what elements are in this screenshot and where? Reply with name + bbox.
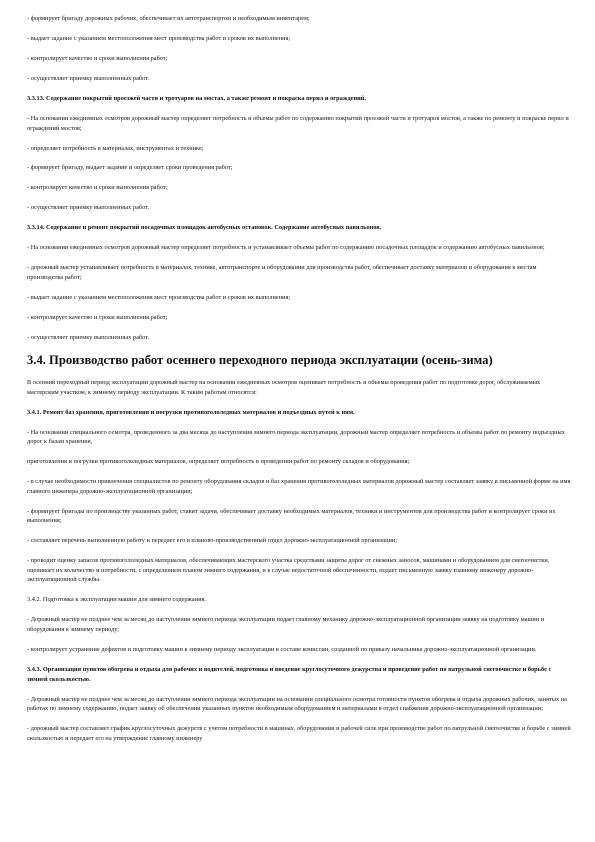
subsection-heading-3-4-1: 3.4.1. Ремонт баз хранения, приготовления и погрузки противогололедных материалов и подъездных путей к ним.: [27, 408, 355, 416]
bullet-paragraph: - осуществляет приемку выполненных работ.: [27, 333, 150, 341]
bullet-paragraph: - контролирует качество и сроки выполнения работ;: [27, 184, 168, 192]
bullet-paragraph: - осуществляет приемку выполненных работ.: [27, 74, 150, 82]
bullet-paragraph: - На основании ежедневных осмотров дорожный мастер определяет потребность и объемы работ по содержанию покрытий проезжей части и тротуаров мостов, а также по ремонту и покраске перил и ограждений мостов;: [27, 114, 569, 132]
subsection-heading-3-3-14: 3.3.14. Содержание и ремонт покрытий посадочных площадок автобусных остановок. Содержание автобусных павильонов.: [27, 224, 382, 232]
bullet-paragraph: - формирует бригаду дорожных рабочих, обеспечивает их автотранспортом и необходимым инвентарем;: [27, 15, 310, 22]
bullet-paragraph: - контролирует качество и сроки выполнения работ;: [27, 54, 168, 62]
bullet-paragraph: - составляет перечень выполненную работу и передает его в планово-производственный отдел дорожно-эксплуатационной организации;: [27, 537, 398, 545]
subsection-heading-3-4-3: 3.4.3. Организация пунктов обогрева и отдыха для рабочих и водителей, подготовка и введение круглосуточного дежурства и проведение работ по патрульной снегоочистке и борьбе с зимней скользкостью.: [27, 665, 552, 683]
bullet-paragraph: - определяет потребность в материалах, инструментах и технике;: [27, 144, 204, 152]
bullet-paragraph: - контролирует устранение дефектов и подготовку машин к зимнему периоду эксплуатации в составе комиссии, созданной по приказу начальника дорожно-эксплуатационной организации.: [27, 645, 537, 653]
intro-paragraph: В осенний переходный период эксплуатации дорожный мастер на основании ежедневных осмотров оценивает потребность и объемы проведения работ по подготовке дорог, обслуживаемых мастерским участком, к зимнему периоду эксплуатации. К таким работам относятся:: [27, 378, 541, 396]
bullet-paragraph: - контролирует качество и сроки выполнения работ;: [27, 313, 168, 321]
bullet-paragraph: - осуществляет приемку выполненных работ.: [27, 204, 150, 212]
bullet-paragraph: - Дорожный мастер не позднее чем за месяц до наступления зимнего периода эксплуатации подает главному механику дорожно-эксплуатационной организации заявку на подготовку машин и оборудования к зимнему периоду;: [27, 616, 545, 633]
bullet-paragraph: - в случае необходимости привлечения специалистов по ремонту оборудования складов и баз хранения противогололедных материалов дорожный мастер составляет заявку в письменной форме на имя главного инженера дорожно-эксплуатационной организации;: [27, 478, 571, 495]
document-page: [27, 14, 572, 754]
bullet-paragraph: - выдает задание с указанием местоположения мест производства работ и сроков их выполнения;: [27, 293, 291, 301]
bullet-paragraph: - На основании специального осмотра, проведенного за два месяца до наступления зимнего периода эксплуатации, дорожный мастер определяет потребность и объемы работ по ремонту подъездных дорог к базам хранения,: [27, 428, 565, 446]
bullet-paragraph: - выдает задание с указанием местоположения мест производства работ и сроков их выполнения;: [27, 34, 291, 42]
bullet-paragraph: - формирует бригаду, выдает задание и определяет сроки проведения работ;: [27, 164, 233, 172]
bullet-paragraph: - дорожный мастер устанавливает потребность в материалах, технике, автотранспорте и оборудовании для производства работ, обеспечивает доставку материалов и оборудования к местам производства работ;: [27, 264, 537, 281]
bullet-paragraph: - формирует бригады по производству указанных работ, ставит задачи, обеспечивает доставку необходимых материалов, техники и инструментов для производства работ и контролирует сроки их выполнения;: [27, 507, 556, 525]
continuation-paragraph: приготовления и погрузки противогололедных материалов, определяет потребность в проведении работ по ремонту складов и оборудования;: [27, 458, 410, 466]
section-heading-3-4: 3.4. Производство работ осеннего переходного периода эксплуатации (осень-зима): [27, 352, 493, 367]
bullet-paragraph: - проводит оценку запасов противогололедных материалов, обеспечивающих мастерского участка средствами защиты дорог от снежных заносов, машинами и оборудованием для снегоочистки, оценивает их количество и потребности, с определением планом зимнего содержания, и в случае недостаточной обеспеченности, подает письменную заявку главному инженеру дорожно-эксплуатационной службы.: [27, 557, 550, 584]
bullet-paragraph: - дорожный мастер составляет график круглосуточных дежурств с учетом потребности в машинах, оборудовании и рабочей силе при производстве работ по патрульной снегоочистке и борьбе с зимней скользкостью и передает его на утверждение главному инженеру: [27, 725, 571, 742]
subsection-heading-3-4-2: 3.4.2. Подготовка к эксплуатации машин для зимнего содержания.: [27, 596, 206, 604]
bullet-paragraph: - На основании ежедневных осмотров дорожный мастер определяет потребность и устанавливает объемы работ по содержанию посадочных площадок и содержанию автобусных павильонов;: [27, 244, 545, 252]
subsection-heading-3-3-13: 3.3.13. Содержание покрытий проезжей части и тротуаров на мостах, а также ремонт и покраска перил и ограждений.: [27, 94, 366, 102]
bullet-paragraph: - Дорожный мастер не позднее чем за месяц до наступления зимнего периода эксплуатации на основании специального осмотра готовности пунктов обогрева и отдыха дорожных рабочих, занятых на работах по зимнему содержанию, подает заявку об обеспечении указанных пунктов необходимым оборудованием и материалами в отдел снабжения дорожно-эксплуатационной организации;: [27, 695, 567, 713]
